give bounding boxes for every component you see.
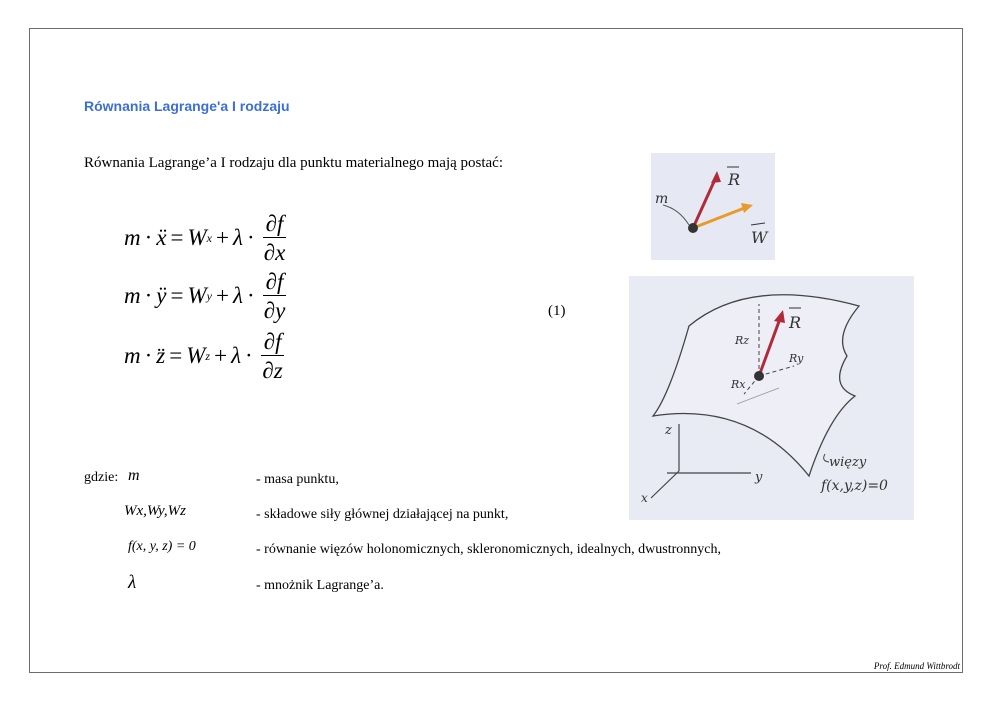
label-R: R xyxy=(728,170,741,189)
label-Rz: Rz xyxy=(735,334,750,347)
intro-text: Równania Lagrange’a I rodzaju dla punktu materialnego mają postać: xyxy=(84,155,504,171)
label-constraint-eq: f(x,y,z)=0 xyxy=(821,478,888,494)
gdzie-label: gdzie: xyxy=(84,470,119,485)
symbol-lambda: λ xyxy=(128,572,137,593)
label-reaction-R: R xyxy=(789,313,802,332)
symbol-f: f(x, y, z) = 0 xyxy=(128,539,196,554)
equation-y: m · ÿ = W y + λ · $\frac{\partial f}{\partial y}$ xyxy=(124,269,286,323)
definition-f: - równanie więzów holonomicznych, skleronomicznych, idealnych, dwustronnych, xyxy=(256,542,721,557)
symbol-m: m xyxy=(128,467,140,484)
equation-number: (1) xyxy=(548,303,566,319)
equation-x: m · ẍ = W x + λ · $\frac{\partial f}{\partial x}$ xyxy=(124,211,286,265)
axis-z-label: z xyxy=(665,423,672,438)
label-W: W xyxy=(751,228,768,247)
surface-outline xyxy=(653,295,859,476)
author-footer: Prof. Edmund Wittbrodt xyxy=(873,661,960,671)
constraint-surface-sketch xyxy=(629,276,914,520)
label-Ry: Ry xyxy=(789,352,804,365)
axis-x-label: x xyxy=(641,491,648,505)
label-Rx: Rx xyxy=(731,378,746,391)
force-sketch-small xyxy=(651,153,775,260)
label-wiezy: więzy xyxy=(829,455,867,470)
definition-W: - składowe siły głównej działającej na punkt, xyxy=(256,507,509,522)
label-m: m xyxy=(655,191,669,207)
symbol-W: Wx,Wy,Wz xyxy=(124,503,186,519)
definition-lambda: - mnożnik Lagrange’a. xyxy=(256,578,384,593)
equation-z: m · z̈ = W z + λ · $\frac{\partial f}{\partial z}$ xyxy=(124,329,283,383)
definition-m: - masa punktu, xyxy=(256,472,339,487)
axis-y-label: y xyxy=(755,470,763,485)
slide-title: Równania Lagrange'a I rodzaju xyxy=(84,98,290,114)
